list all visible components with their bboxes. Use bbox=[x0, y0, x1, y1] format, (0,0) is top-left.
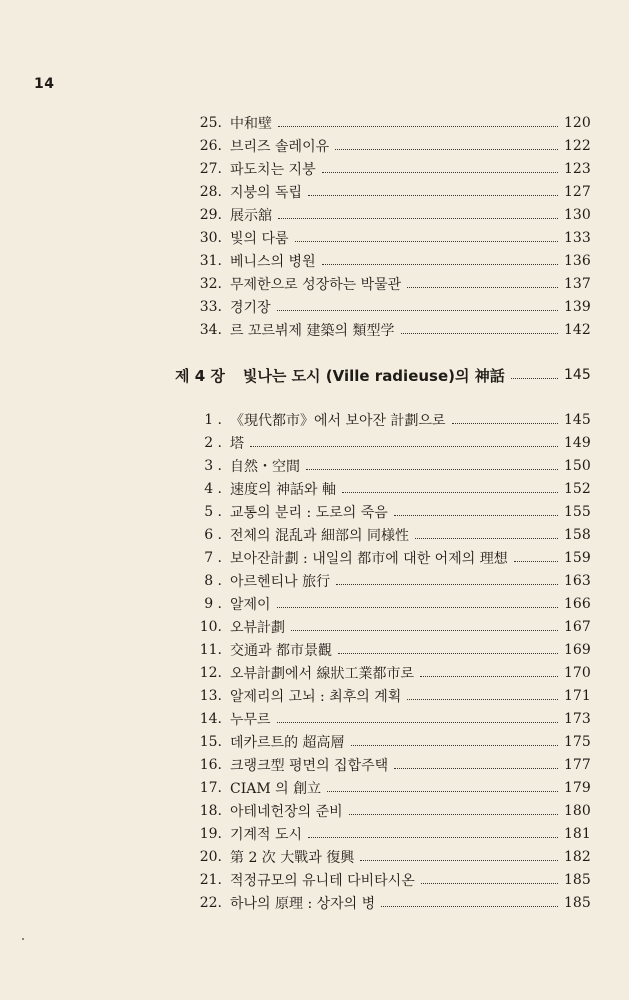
toc-entry[interactable] bbox=[188, 181, 590, 203]
toc-entry[interactable] bbox=[188, 296, 590, 318]
entry-title: 데카르트的 超高層 bbox=[230, 735, 345, 751]
entry-title: 르 꼬르뷔제 建築의 類型学 bbox=[230, 323, 395, 339]
chapter-page: 145 bbox=[564, 367, 591, 383]
entry-page: 185 bbox=[564, 872, 591, 888]
entry-title: 기계적 도시 bbox=[230, 827, 303, 843]
entry-number: 20. bbox=[199, 849, 222, 865]
dot-leader bbox=[295, 241, 558, 242]
entry-page: 180 bbox=[564, 803, 591, 819]
entry-number: 15. bbox=[199, 734, 222, 750]
entry-number: 9 . bbox=[204, 596, 222, 612]
toc-entry[interactable] bbox=[188, 892, 590, 914]
dot-leader bbox=[327, 791, 558, 792]
dot-leader bbox=[322, 172, 558, 173]
entry-number: 29. bbox=[199, 207, 222, 223]
entry-page: 158 bbox=[564, 527, 591, 543]
dot-leader bbox=[407, 287, 558, 288]
dot-leader bbox=[277, 722, 558, 723]
entry-page: 173 bbox=[564, 711, 591, 727]
dot-leader bbox=[452, 423, 558, 424]
dot-leader bbox=[291, 630, 558, 631]
entry-title: 파도치는 지붕 bbox=[230, 162, 316, 178]
toc-entry[interactable] bbox=[188, 708, 590, 730]
entry-number: 6 . bbox=[204, 527, 222, 543]
entry-page: 120 bbox=[564, 115, 591, 131]
toc-entry[interactable] bbox=[188, 432, 590, 454]
toc-entry[interactable] bbox=[188, 158, 590, 180]
dot-leader bbox=[278, 218, 558, 219]
entry-title: 누무르 bbox=[230, 712, 271, 728]
dot-leader bbox=[342, 492, 558, 493]
entry-page: 130 bbox=[564, 207, 591, 223]
dot-leader bbox=[420, 676, 558, 677]
toc-entry[interactable] bbox=[188, 524, 590, 546]
entry-page: 123 bbox=[564, 161, 591, 177]
entry-title: 오뷰計劃 bbox=[230, 620, 286, 636]
entry-number: 11. bbox=[199, 642, 222, 658]
entry-title: 교통의 분리 : 도로의 죽음 bbox=[230, 505, 388, 521]
toc-entry[interactable] bbox=[188, 478, 590, 500]
entry-number: 25. bbox=[199, 115, 222, 131]
entry-number: 32. bbox=[199, 276, 222, 292]
toc-entry[interactable] bbox=[188, 846, 590, 868]
entry-title: 베니스의 병원 bbox=[230, 254, 316, 270]
entry-number: 31. bbox=[199, 253, 222, 269]
dot-leader bbox=[407, 699, 558, 700]
dot-leader bbox=[394, 768, 558, 769]
toc-entry[interactable] bbox=[188, 777, 590, 799]
dot-leader bbox=[335, 149, 558, 150]
entry-number: 4 . bbox=[204, 481, 222, 497]
dot-leader bbox=[308, 195, 558, 196]
chapter-title: 빛나는 도시 (Ville radieuse)의 神話 bbox=[242, 366, 505, 385]
entry-title: 하나의 原理 : 상자의 병 bbox=[230, 896, 376, 912]
entry-page: 185 bbox=[564, 895, 591, 911]
dot-leader bbox=[349, 814, 558, 815]
entry-title: 빛의 다룸 bbox=[230, 231, 289, 247]
entry-page: 169 bbox=[564, 642, 591, 658]
entry-page: 122 bbox=[564, 138, 591, 154]
dot-leader bbox=[306, 469, 558, 470]
entry-title: 第 2 次 大戰과 復興 bbox=[230, 850, 355, 866]
entry-title: CIAM 의 創立 bbox=[230, 781, 322, 797]
toc-entry[interactable] bbox=[188, 685, 590, 707]
entry-number: 30. bbox=[199, 230, 222, 246]
toc-entry[interactable] bbox=[188, 227, 590, 249]
entry-number: 22. bbox=[199, 895, 222, 911]
dot-leader bbox=[322, 264, 558, 265]
entry-number: 3 . bbox=[204, 458, 222, 474]
toc-entry[interactable] bbox=[188, 112, 590, 134]
entry-title: 交通과 都市景觀 bbox=[230, 643, 332, 659]
entry-title: 아테네헌장의 준비 bbox=[230, 804, 343, 820]
entry-page: 163 bbox=[564, 573, 591, 589]
toc-entry[interactable] bbox=[188, 754, 590, 776]
page-number: 14 bbox=[34, 76, 55, 92]
entry-title: 自然・空間 bbox=[230, 459, 300, 475]
entry-number: 28. bbox=[199, 184, 222, 200]
entry-page: 145 bbox=[564, 412, 591, 428]
entry-page: 136 bbox=[564, 253, 591, 269]
toc-entry[interactable] bbox=[188, 800, 590, 822]
entry-title: 中和壁 bbox=[230, 116, 272, 132]
toc-entry[interactable] bbox=[188, 409, 590, 431]
dot-leader bbox=[277, 607, 558, 608]
entry-number: 8 . bbox=[204, 573, 222, 589]
entry-number: 17. bbox=[199, 780, 222, 796]
entry-page: 182 bbox=[564, 849, 591, 865]
entry-title: 전체의 混乱과 細部의 同様性 bbox=[230, 528, 409, 544]
dot-leader bbox=[351, 745, 558, 746]
dot-leader bbox=[394, 515, 558, 516]
entry-page: 181 bbox=[564, 826, 591, 842]
entry-page: 171 bbox=[564, 688, 591, 704]
entry-number: 14. bbox=[199, 711, 222, 727]
entry-number: 5 . bbox=[204, 504, 222, 520]
toc-entry[interactable] bbox=[188, 135, 590, 157]
entry-page: 150 bbox=[564, 458, 591, 474]
entry-page: 142 bbox=[564, 322, 591, 338]
toc-entry[interactable] bbox=[188, 616, 590, 638]
entry-number: 2 . bbox=[204, 435, 222, 451]
entry-number: 33. bbox=[199, 299, 222, 315]
dot-leader bbox=[514, 561, 558, 562]
entry-page: 137 bbox=[564, 276, 591, 292]
entry-number: 18. bbox=[199, 803, 222, 819]
toc-entry[interactable] bbox=[188, 823, 590, 845]
dot-leader bbox=[381, 906, 558, 907]
toc-entry[interactable] bbox=[188, 319, 590, 341]
chapter-label: 제 4 장 bbox=[175, 366, 225, 385]
entry-page: 139 bbox=[564, 299, 591, 315]
toc-entry[interactable] bbox=[188, 593, 590, 615]
entry-page: 152 bbox=[564, 481, 591, 497]
entry-title: 아르헨티나 旅行 bbox=[230, 574, 331, 590]
entry-title: 速度의 神話와 軸 bbox=[230, 482, 336, 498]
entry-title: 적정규모의 유니테 다비타시온 bbox=[230, 873, 415, 889]
entry-title: 알제리의 고뇌 : 최후의 계획 bbox=[230, 689, 402, 705]
entry-number: 19. bbox=[199, 826, 222, 842]
entry-page: 179 bbox=[564, 780, 591, 796]
entry-page: 177 bbox=[564, 757, 591, 773]
dot-leader bbox=[338, 653, 558, 654]
entry-page: 155 bbox=[564, 504, 591, 520]
entry-number: 34. bbox=[199, 322, 222, 338]
toc-entry[interactable] bbox=[188, 869, 590, 891]
entry-page: 159 bbox=[564, 550, 591, 566]
toc-entry[interactable] bbox=[188, 639, 590, 661]
entry-page: 175 bbox=[564, 734, 591, 750]
dot-leader bbox=[308, 837, 558, 838]
entry-number: 26. bbox=[199, 138, 222, 154]
entry-page: 167 bbox=[564, 619, 591, 635]
toc-entry[interactable] bbox=[188, 250, 590, 272]
entry-number: 27. bbox=[199, 161, 222, 177]
entry-number: 7 . bbox=[204, 550, 222, 566]
entry-title: 展示舘 bbox=[230, 208, 272, 224]
toc-entry[interactable] bbox=[188, 570, 590, 592]
entry-number: 13. bbox=[199, 688, 222, 704]
entry-title: 보아잔計劃 : 내일의 都市에 대한 어제의 理想 bbox=[230, 551, 508, 567]
entry-page: 149 bbox=[564, 435, 591, 451]
entry-title: 塔 bbox=[230, 436, 244, 452]
dot-leader bbox=[278, 126, 558, 127]
toc-entry[interactable] bbox=[188, 731, 590, 753]
entry-page: 127 bbox=[564, 184, 591, 200]
chapter-heading[interactable] bbox=[175, 363, 590, 387]
entry-number: 16. bbox=[199, 757, 222, 773]
entry-number: 21. bbox=[199, 872, 222, 888]
toc-entry[interactable] bbox=[188, 273, 590, 295]
entry-number: 10. bbox=[199, 619, 222, 635]
entry-page: 170 bbox=[564, 665, 591, 681]
dot-leader bbox=[250, 446, 558, 447]
entry-page: 166 bbox=[564, 596, 591, 612]
entry-title: 브리즈 솔레이유 bbox=[230, 139, 330, 155]
entry-number: 1 . bbox=[204, 412, 222, 428]
dot-leader bbox=[511, 378, 558, 379]
toc-entry[interactable] bbox=[188, 501, 590, 523]
entry-title: 오뷰計劃에서 線狀工業都市로 bbox=[230, 666, 415, 682]
entry-title: 무제한으로 성장하는 박물관 bbox=[230, 277, 402, 293]
dot-leader bbox=[336, 584, 558, 585]
toc-entry[interactable] bbox=[188, 662, 590, 684]
dot-leader bbox=[401, 333, 559, 334]
dot-leader bbox=[277, 310, 558, 311]
dot-leader bbox=[360, 860, 558, 861]
toc-entry[interactable] bbox=[188, 547, 590, 569]
toc-entry[interactable] bbox=[188, 204, 590, 226]
entry-title: 지붕의 독립 bbox=[230, 185, 303, 201]
entry-title: 크랭크型 평면의 집합주택 bbox=[230, 758, 389, 774]
entry-page: 133 bbox=[564, 230, 591, 246]
entry-title: 경기장 bbox=[230, 300, 271, 316]
toc-entry[interactable] bbox=[188, 455, 590, 477]
print-speck bbox=[22, 938, 24, 940]
dot-leader bbox=[421, 883, 558, 884]
entry-title: 《現代都市》에서 보아잔 計劃으로 bbox=[230, 413, 446, 429]
entry-title: 알제이 bbox=[230, 597, 271, 613]
entry-number: 12. bbox=[199, 665, 222, 681]
dot-leader bbox=[415, 538, 558, 539]
